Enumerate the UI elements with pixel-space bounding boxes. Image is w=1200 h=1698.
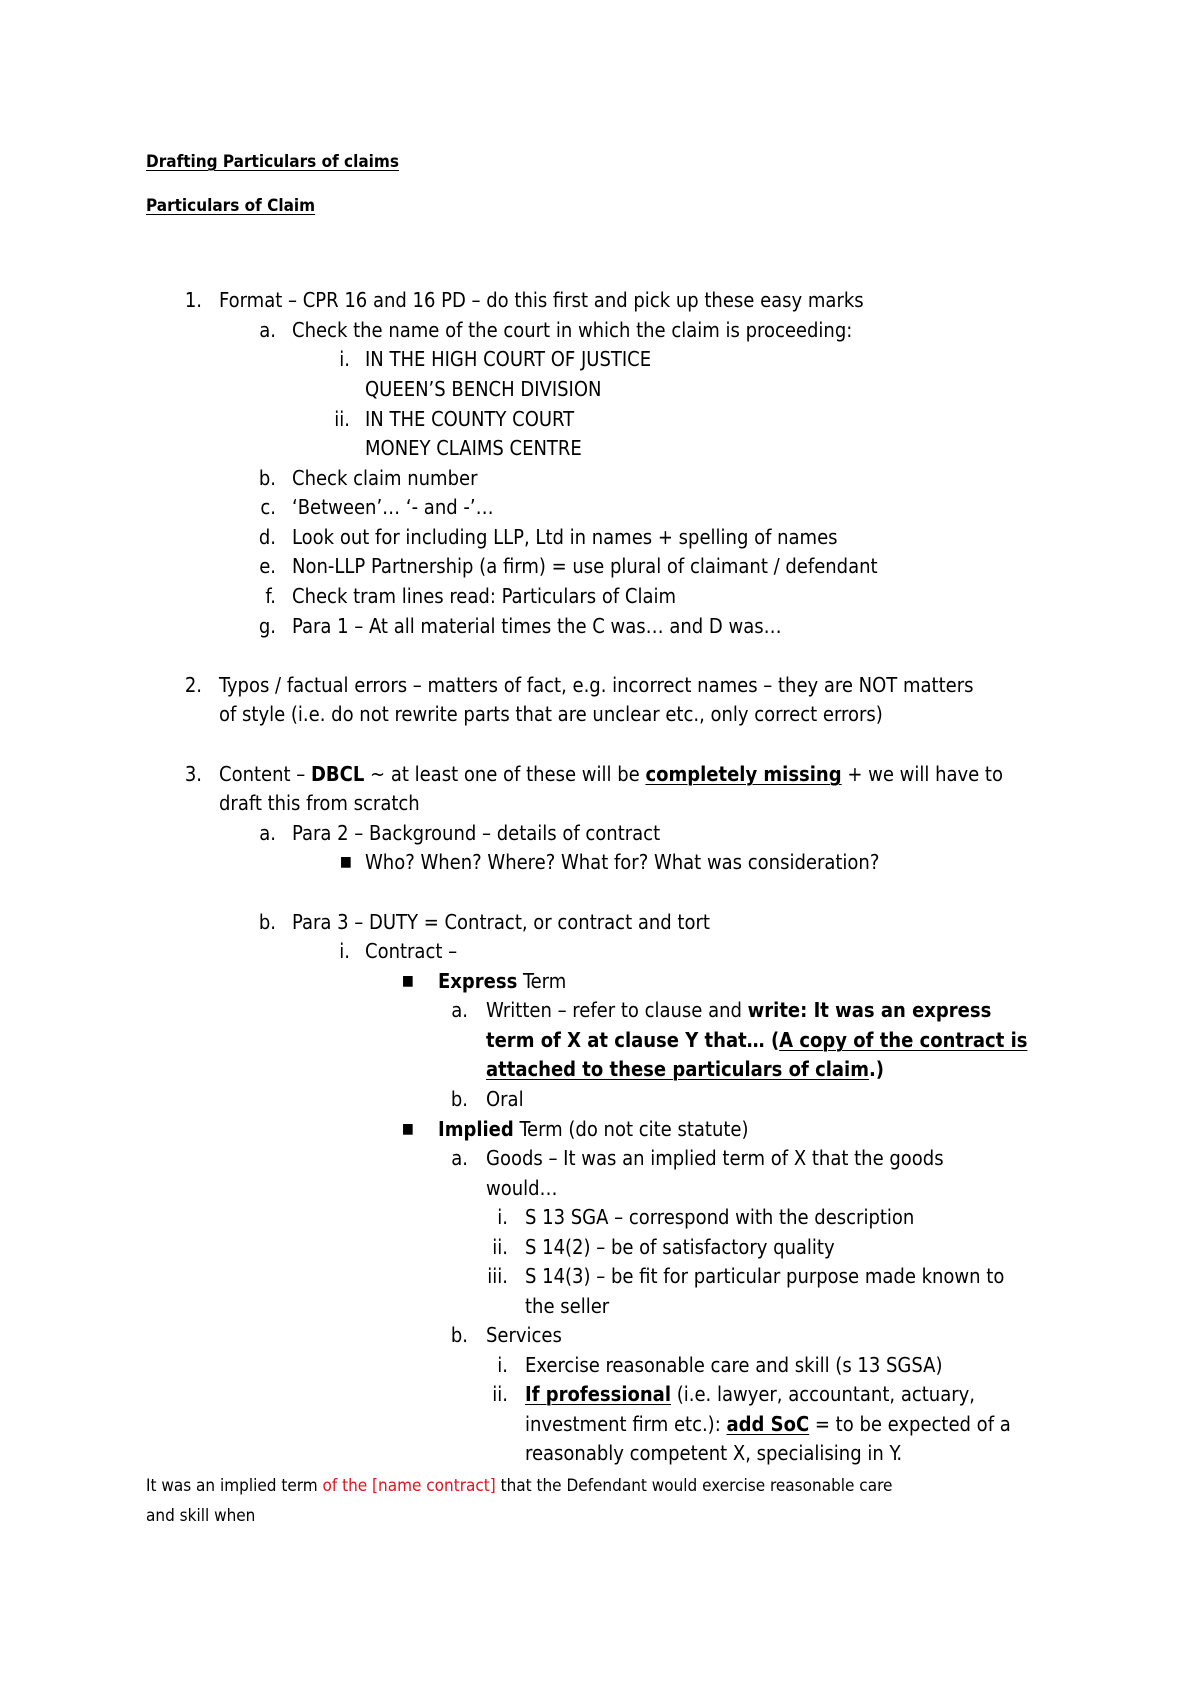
list-marker: a. — [451, 998, 468, 1022]
list-item-text: S 14(3) – be fit for particular purpose made known to — [525, 1264, 1005, 1288]
list-marker: d. — [258, 525, 276, 549]
list-item-text: S 14(2) – be of satisfactory quality — [525, 1235, 835, 1259]
text-run: Term — [517, 969, 567, 993]
body-paragraph: and skill when — [146, 1506, 256, 1526]
list-item-text: the seller — [525, 1294, 610, 1318]
list-marker: b. — [258, 910, 276, 934]
list-marker: a. — [259, 821, 276, 845]
text-run: (i.e. lawyer, accountant, actuary, — [671, 1382, 975, 1406]
list-item-text: Who? When? Where? What for? What was consideration? — [365, 850, 880, 874]
list-item-text: Check tram lines read: Particulars of Claim — [292, 584, 677, 608]
list-item-text: Non-LLP Partnership (a firm) = use plural of claimant / defendant — [292, 554, 878, 578]
list-marker: iii. — [487, 1264, 508, 1288]
list-marker: b. — [450, 1087, 468, 1111]
emphasis-text: Implied — [438, 1117, 514, 1141]
list-marker: c. — [260, 495, 276, 519]
list-item-text: QUEEN’S BENCH DIVISION — [365, 377, 602, 401]
section-heading: Particulars of Claim — [146, 196, 316, 216]
emphasis-text: A copy of the contract is — [779, 1028, 1028, 1052]
list-marker: ii. — [492, 1382, 508, 1406]
list-item-text — [486, 1028, 1027, 1052]
list-item-text — [219, 762, 1003, 786]
emphasis-text: DBCL — [310, 762, 365, 786]
list-item-text: Typos / factual errors – matters of fact, e.g. incorrect names – they are NOT matters — [219, 673, 974, 697]
list-item-text: reasonably competent X, specialising in Y. — [525, 1441, 903, 1465]
list-marker: a. — [259, 318, 276, 342]
list-item-text — [525, 1382, 975, 1406]
list-item-text: S 13 SGA – correspond with the description — [525, 1205, 915, 1229]
list-item-text: IN THE HIGH COURT OF JUSTICE — [365, 347, 652, 371]
square-bullet-icon: ■ — [340, 854, 352, 870]
text-run: + we will have to — [841, 762, 1003, 786]
list-marker: g. — [258, 614, 276, 638]
text-run: Written – refer to clause and — [486, 998, 748, 1022]
list-number: 3. — [184, 762, 202, 786]
list-marker: b. — [258, 466, 276, 490]
text-run: = to be expected of a — [809, 1412, 1011, 1436]
list-item-text: IN THE COUNTY COURT — [365, 407, 575, 431]
highlighted-text: of the [name contract] — [322, 1476, 496, 1496]
list-item-text: Para 1 – At all material times the C was… and D was… — [292, 614, 782, 638]
body-paragraph — [146, 1474, 892, 1498]
text-run: Content – — [219, 762, 311, 786]
list-item-text: Services — [486, 1323, 562, 1347]
list-item-text: Check claim number — [292, 466, 478, 490]
emphasis-text: completely missing — [645, 762, 842, 786]
square-bullet-icon: ■ — [402, 973, 414, 989]
list-item-text: draft this from scratch — [219, 791, 420, 815]
list-item-text — [438, 969, 566, 993]
emphasis-text: attached to these particulars of claim — [486, 1057, 869, 1081]
emphasis-text: If professional — [525, 1382, 671, 1406]
list-marker: i. — [339, 347, 350, 371]
text-run: Term (do not cite statute) — [513, 1117, 749, 1141]
list-number: 1. — [184, 288, 202, 312]
list-marker: i. — [497, 1205, 508, 1229]
list-marker: i. — [339, 939, 350, 963]
list-item-text: would… — [486, 1176, 558, 1200]
emphasis-text: Express — [438, 969, 518, 993]
list-item-text: Exercise reasonable care and skill (s 13 SGSA) — [525, 1353, 943, 1377]
list-item-text: Oral — [486, 1087, 524, 1111]
list-marker: b. — [450, 1323, 468, 1347]
list-number: 2. — [184, 673, 202, 697]
list-item-text — [438, 1117, 749, 1141]
list-item-text: Para 2 – Background – details of contract — [292, 821, 661, 845]
document-title: Drafting Particulars of claims — [146, 152, 399, 172]
list-item-text: Format – CPR 16 and 16 PD – do this first and pick up these easy marks — [219, 288, 864, 312]
list-item-text: Goods – It was an implied term of X that the goods — [486, 1146, 944, 1170]
list-marker: i. — [497, 1353, 508, 1377]
list-item-text — [486, 1057, 884, 1081]
list-item-text: ‘Between’… ‘- and -’… — [292, 495, 494, 519]
list-item-text: Look out for including LLP, Ltd in names + spelling of names — [292, 525, 838, 549]
list-marker: a. — [451, 1146, 468, 1170]
square-bullet-icon: ■ — [402, 1121, 414, 1137]
text-run: It was an implied term — [146, 1476, 323, 1496]
emphasis-text: .) — [868, 1057, 885, 1081]
list-item-text: Check the name of the court in which the claim is proceeding: — [292, 318, 853, 342]
text-run: that the Defendant would exercise reasonable care — [495, 1476, 893, 1496]
list-marker: ii. — [492, 1235, 508, 1259]
list-item-text — [486, 998, 991, 1022]
list-item-text — [525, 1412, 1011, 1436]
emphasis-text: term of X at clause Y that… ( — [486, 1028, 780, 1052]
text-run: ~ at least one of these will be — [364, 762, 646, 786]
list-marker: e. — [259, 554, 276, 578]
list-item-text: Para 3 – DUTY = Contract, or contract and tort — [292, 910, 710, 934]
emphasis-text: add SoC — [726, 1412, 810, 1436]
list-marker: f. — [265, 584, 276, 608]
emphasis-text: write: It was an express — [747, 998, 992, 1022]
list-marker: ii. — [334, 407, 350, 431]
list-item-text: Contract – — [365, 939, 458, 963]
text-run: investment firm etc.): — [525, 1412, 727, 1436]
list-item-text: of style (i.e. do not rewrite parts that are unclear etc., only correct errors) — [219, 702, 883, 726]
list-item-text: MONEY CLAIMS CENTRE — [365, 436, 582, 460]
